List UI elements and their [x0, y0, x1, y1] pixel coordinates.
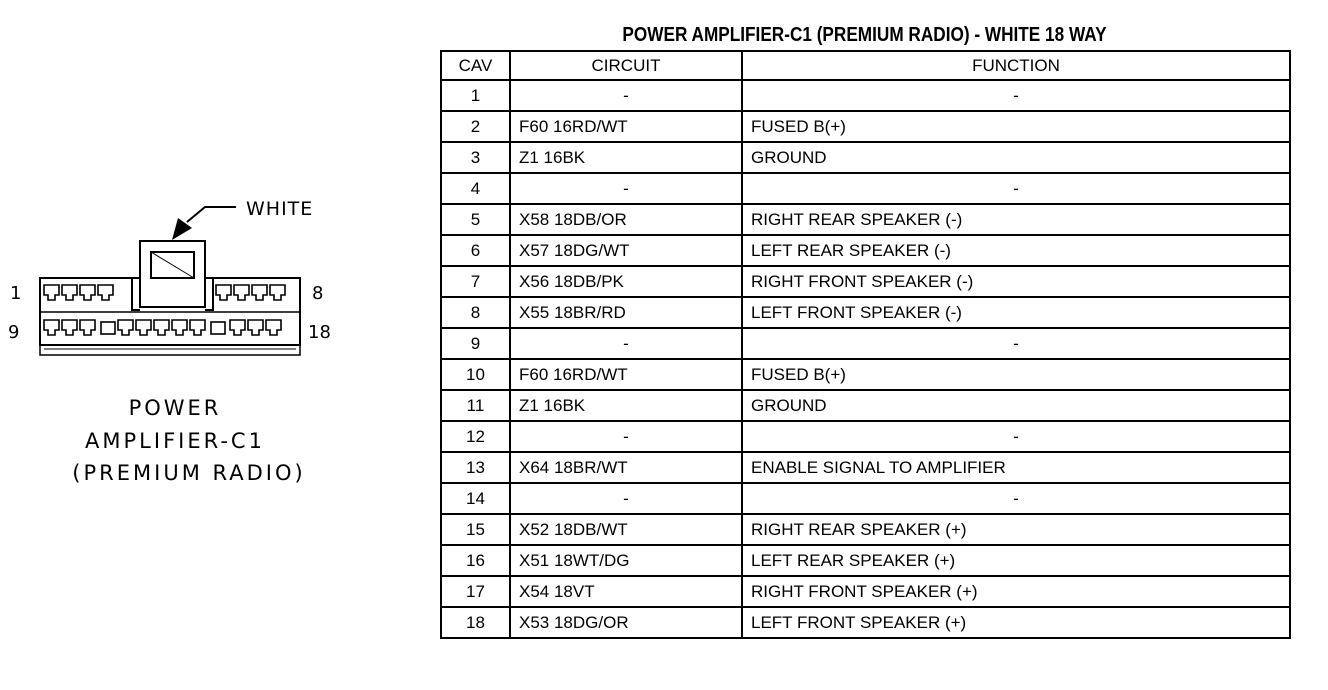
pin-label-9: 9	[8, 322, 20, 343]
cav-cell: 6	[441, 235, 510, 266]
circuit-cell: -	[510, 328, 742, 359]
cav-cell: 15	[441, 514, 510, 545]
function-cell: LEFT REAR SPEAKER (+)	[742, 545, 1290, 576]
cavity	[118, 320, 133, 335]
connector-cavities	[44, 285, 285, 335]
table-row	[441, 173, 1290, 204]
cavity	[62, 320, 77, 335]
table-row	[441, 328, 1290, 359]
circuit-cell: -	[510, 80, 742, 111]
table-header-row	[441, 51, 1290, 80]
table-row	[441, 514, 1290, 545]
cav-cell: 7	[441, 266, 510, 297]
cavity	[248, 320, 263, 335]
cav-cell: 18	[441, 607, 510, 638]
header-cav: CAV	[441, 51, 510, 80]
cav-cell: 3	[441, 142, 510, 173]
function-cell: -	[742, 173, 1290, 204]
function-cell: RIGHT FRONT SPEAKER (-)	[742, 266, 1290, 297]
cavity-blank	[211, 322, 225, 334]
table-row	[441, 111, 1290, 142]
cavity	[230, 320, 245, 335]
cavity	[44, 320, 59, 335]
table-row	[441, 576, 1290, 607]
function-cell: RIGHT REAR SPEAKER (+)	[742, 514, 1290, 545]
function-cell: RIGHT FRONT SPEAKER (+)	[742, 576, 1290, 607]
circuit-cell: X55 18BR/RD	[510, 297, 742, 328]
circuit-cell: -	[510, 421, 742, 452]
connector-diagram	[0, 0, 420, 690]
cavity	[190, 320, 205, 335]
circuit-cell: X53 18DG/OR	[510, 607, 742, 638]
table-row	[441, 452, 1290, 483]
cavity	[136, 320, 151, 335]
table-body	[441, 80, 1290, 638]
circuit-cell: -	[510, 173, 742, 204]
header-function: FUNCTION	[742, 51, 1290, 80]
cav-cell: 11	[441, 390, 510, 421]
function-cell: ENABLE SIGNAL TO AMPLIFIER	[742, 452, 1290, 483]
function-cell: LEFT FRONT SPEAKER (+)	[742, 607, 1290, 638]
function-cell: LEFT REAR SPEAKER (-)	[742, 235, 1290, 266]
function-cell: GROUND	[742, 142, 1290, 173]
cav-cell: 8	[441, 297, 510, 328]
function-cell: GROUND	[742, 390, 1290, 421]
cavity	[62, 285, 77, 300]
function-cell: -	[742, 421, 1290, 452]
table-row	[441, 235, 1290, 266]
cavity	[44, 285, 59, 300]
caption-line-2: AMPLIFIER-C1	[85, 429, 265, 453]
cav-cell: 9	[441, 328, 510, 359]
circuit-cell: X54 18VT	[510, 576, 742, 607]
cavity-blank	[101, 322, 115, 334]
circuit-cell: X57 18DG/WT	[510, 235, 742, 266]
circuit-cell: X52 18DB/WT	[510, 514, 742, 545]
pin-label-1: 1	[10, 283, 22, 304]
circuit-cell: -	[510, 483, 742, 514]
table-row	[441, 545, 1290, 576]
cav-cell: 17	[441, 576, 510, 607]
table-row	[441, 390, 1290, 421]
circuit-cell: Z1 16BK	[510, 142, 742, 173]
table-row	[441, 142, 1290, 173]
circuit-cell: X64 18BR/WT	[510, 452, 742, 483]
function-cell: FUSED B(+)	[742, 111, 1290, 142]
function-cell: -	[742, 80, 1290, 111]
cav-cell: 2	[441, 111, 510, 142]
table-row	[441, 483, 1290, 514]
function-cell: LEFT FRONT SPEAKER (-)	[742, 297, 1290, 328]
cavity	[266, 320, 281, 335]
circuit-cell: X58 18DB/OR	[510, 204, 742, 235]
cavity	[252, 285, 267, 300]
function-cell: RIGHT REAR SPEAKER (-)	[742, 204, 1290, 235]
connector-housing	[40, 278, 300, 355]
circuit-cell: F60 16RD/WT	[510, 111, 742, 142]
table-row	[441, 607, 1290, 638]
cav-cell: 5	[441, 204, 510, 235]
pinout-table	[440, 50, 1291, 639]
cavity	[172, 320, 187, 335]
cavity	[98, 285, 113, 300]
cav-cell: 12	[441, 421, 510, 452]
function-cell: -	[742, 328, 1290, 359]
pointer-label: WHITE	[246, 198, 314, 220]
pin-label-18: 18	[308, 322, 331, 343]
circuit-cell: Z1 16BK	[510, 390, 742, 421]
circuit-cell: X56 18DB/PK	[510, 266, 742, 297]
pin-label-8: 8	[312, 283, 324, 304]
table-title: POWER AMPLIFIER-C1 (PREMIUM RADIO) - WHITE 18 WAY	[622, 24, 1107, 46]
function-cell: -	[742, 483, 1290, 514]
circuit-cell: X51 18WT/DG	[510, 545, 742, 576]
cav-cell: 16	[441, 545, 510, 576]
cav-cell: 4	[441, 173, 510, 204]
connector-latch	[140, 241, 205, 307]
cavity	[234, 285, 249, 300]
circuit-cell: F60 16RD/WT	[510, 359, 742, 390]
table-row	[441, 421, 1290, 452]
table-row	[441, 204, 1290, 235]
cavity	[80, 320, 95, 335]
cavity	[270, 285, 285, 300]
cavity	[154, 320, 169, 335]
caption-line-3: (PREMIUM RADIO)	[72, 461, 306, 485]
pointer-arrow	[172, 207, 236, 240]
header-circuit: CIRCUIT	[510, 51, 742, 80]
cav-cell: 14	[441, 483, 510, 514]
cavity	[80, 285, 95, 300]
cav-cell: 13	[441, 452, 510, 483]
function-cell: FUSED B(+)	[742, 359, 1290, 390]
cav-cell: 1	[441, 80, 510, 111]
table-row	[441, 80, 1290, 111]
cav-cell: 10	[441, 359, 510, 390]
table-row	[441, 266, 1290, 297]
caption-line-1: POWER	[128, 396, 222, 420]
cavity	[216, 285, 231, 300]
table-row	[441, 359, 1290, 390]
table-row	[441, 297, 1290, 328]
